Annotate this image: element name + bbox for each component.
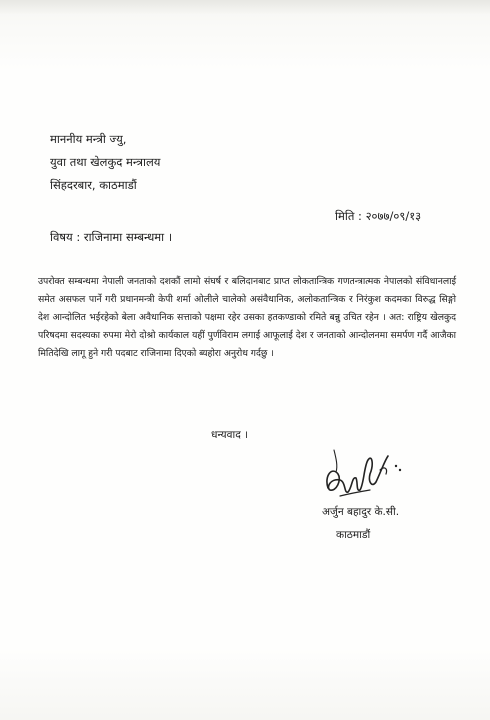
- salutation: माननीय मन्त्री ज्यु,: [50, 132, 127, 146]
- signer-location: काठमाडौं: [336, 529, 371, 541]
- handwritten-signature: [318, 436, 410, 506]
- letter-body: उपरोक्त सम्बन्धमा नेपाली जनताको दशकौं लामो संघर्ष र बलिदानबाट प्राप्त लोकतान्त्रिक गणतन्त्रात्मक नेपालको संविधानलाई समेत असफल पार्ने गरी प्रधानमन्त्री केपी शर्मा ओलीले चालेको असंवैधानिक, अलोकतान्त्रिक र निरंकुश कदमका विरुद्ध सिङ्गो देश आन्दोलित भईरहेको बेला अवैधानिक सत्ताको पक्षमा रहेर उसका हतकण्डाको रमिते बन्नु उचित रहेन । अत: राष्ट्रिय खेलकुद परिषदमा सदस्यका रुपमा मेरो दोश्रो कार्यकाल यहीं पुर्णविराम लगाई आफूलाई देश र जनताको आन्दोलनमा समर्पण गर्दै आजैका मितिदेखि लागू हुने गरी पदबाट राजिनामा दिएको ब्यहोरा अनुरोध गर्दछु ।: [38, 276, 456, 359]
- signer-name: अर्जुन बहादुर के.सी.: [322, 506, 400, 518]
- recipient-address-block: [50, 128, 160, 197]
- recipient-location: सिंहदरबार, काठमाडौं: [50, 178, 137, 192]
- recipient-office: युवा तथा खेलकुद मन्त्रालय: [50, 155, 161, 169]
- letter-date: मिति : २०७७/०९/१३: [335, 209, 422, 223]
- letter-subject: विषय : राजिनामा सम्बन्धमा ।: [50, 230, 173, 244]
- closing-thanks: धन्यवाद ।: [211, 429, 249, 441]
